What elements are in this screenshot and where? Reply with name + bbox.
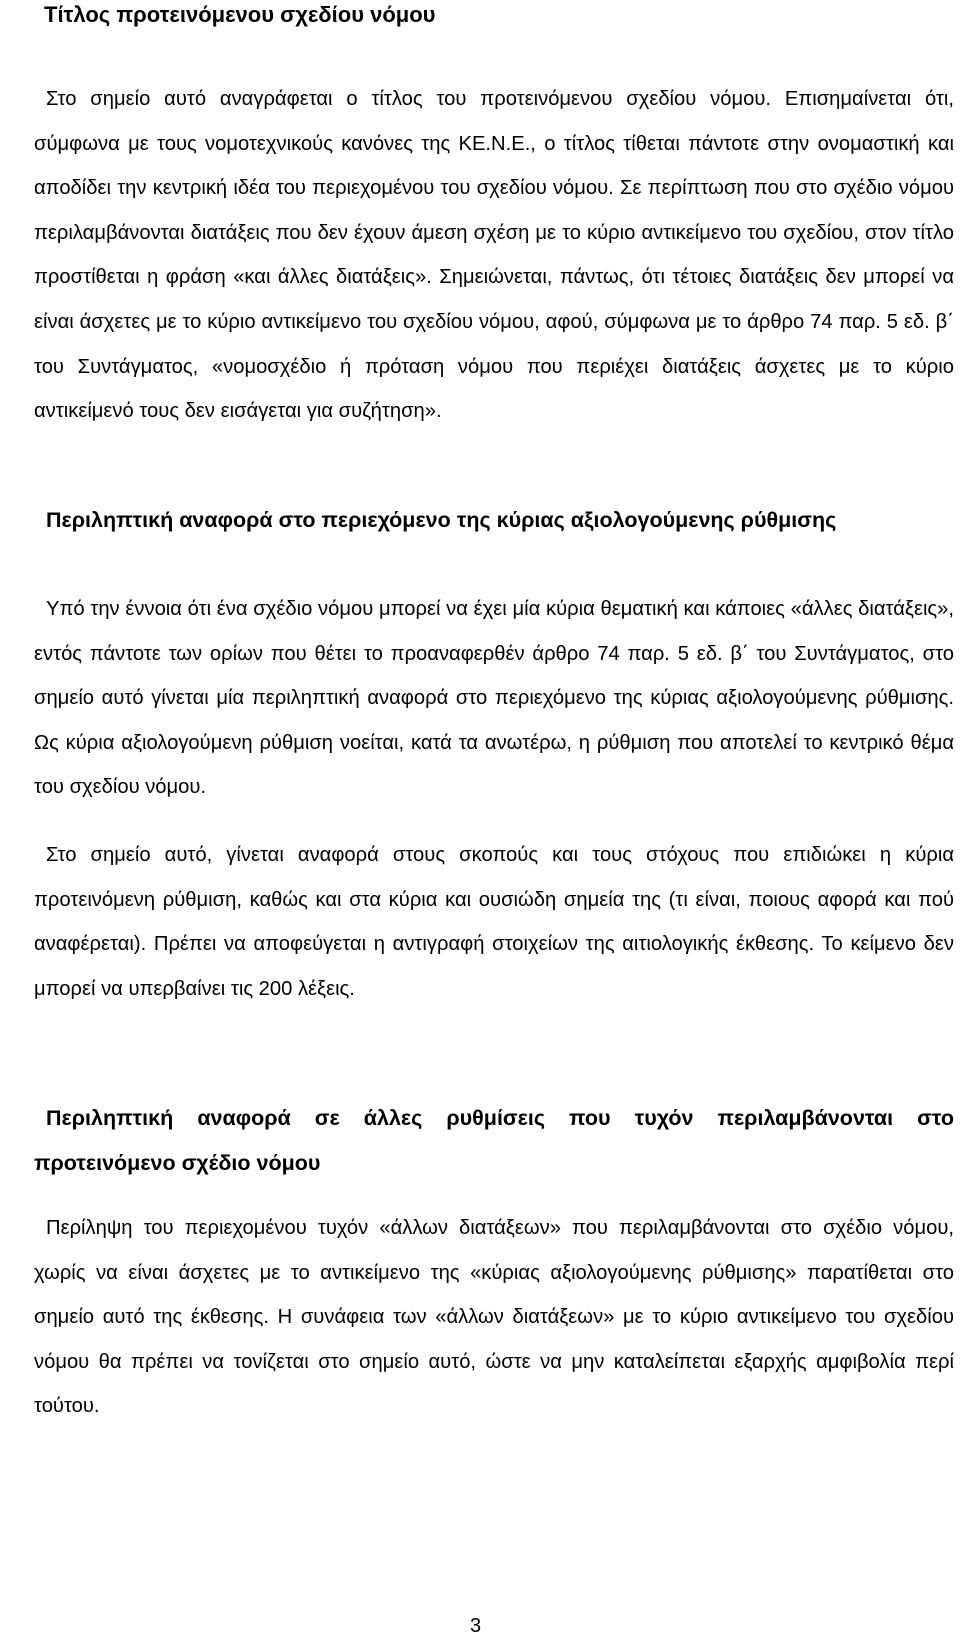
other-regulations-paragraph: Περίληψη του περιεχομένου τυχόν «άλλων διατάξεων» που περιλαμβάνονται στο σχέδιο νόμου, χωρίς να είναι άσχετες με το αντικείμενο της «κύριας αξιολογούμενης ρύθμισης» παρατίθεται στο σημείο αυτό της έκθεσης. Η συνάφεια των «άλλων διατάξεων» με το κύριο αντικείμενο του σχεδίου νόμου θα πρέπει να τονίζεται στο σημείο αυτό, ώστε να μην καταλείπεται εξαρχής αμφιβολία περί τούτου.: [34, 1217, 954, 1418]
section-heading-other-regulations: Περιληπτική αναφορά σε άλλες ρυθμίσεις που τυχόν περιλαμβάνονται στο προτεινόμενο σχέδιο νόμου: [34, 1106, 954, 1175]
main-regulation-paragraph-2: Στο σημείο αυτό, γίνεται αναφορά στους σκοπούς και τους στόχους που επιδιώκει η κύρια προτεινόμενη ρύθμιση, καθώς και στα κύρια και ουσιώδη σημεία της (τι είναι, ποιους αφορά και πού αναφέρεται). Πρέπει να αποφεύγεται η αντιγραφή στοιχείων της αιτιολογικής έκθεσης. Το κείμενο δεν μπορεί να υπερβαίνει τις 200 λέξεις.: [34, 844, 954, 1000]
main-regulation-paragraph-1: Υπό την έννοια ότι ένα σχέδιο νόμου μπορεί να έχει μία κύρια θεματική και κάποιες «άλλες διατάξεις», εντός πάντοτε των ορίων που θέτει το προαναφερθέν άρθρο 74 παρ. 5 εδ. β΄ του Συντάγματος, στο σημείο αυτό γίνεται μία περιληπτική αναφορά στο περιεχόμενο της κύριας αξιολογούμενης ρύθμισης. Ως κύρια αξιολογούμενη ρύθμιση νοείται, κατά τα ανωτέρω, η ρύθμιση που αποτελεί το κεντρικό θέμα του σχεδίου νόμου.: [34, 598, 954, 799]
intro-paragraph: Στο σημείο αυτό αναγράφεται ο τίτλος του προτεινόμενου σχεδίου νόμου. Επισημαίνεται ότι, σύμφωνα με τους νομοτεχνικούς κανόνες της ΚΕ.Ν.Ε., ο τίτλος τίθεται πάντοτε στην ονομαστική και αποδίδει την κεντρική ιδέα του περιεχομένου του σχεδίου νόμου. Σε περίπτωση που στο σχέδιο νόμου περιλαμβάνονται διατάξεις που δεν έχουν άμεση σχέση με το κύριο αντικείμενο του σχεδίου, στον τίτλο προστίθεται η φράση «και άλλες διατάξεις». Σημειώνεται, πάντως, ότι τέτοιες διατάξεις δεν μπορεί να είναι άσχετες με το κύριο αντικείμενο του σχεδίου νόμου, αφού, σύμφωνα με το άρθρο 74 παρ. 5 εδ. β΄ του Συντάγματος, «νομοσχέδιο ή πρόταση νόμου που περιέχει διατάξεις άσχετες με το κύριο αντικείμενό τους δεν εισάγεται για συζήτηση».: [34, 88, 954, 423]
section-heading-main-regulation: Περιληπτική αναφορά στο περιεχόμενο της κύριας αξιολογούμενης ρύθμισης: [46, 508, 837, 532]
page-number: 3: [470, 1615, 482, 1637]
document-title: Τίτλος προτεινόμενου σχεδίου νόμου: [44, 2, 436, 27]
